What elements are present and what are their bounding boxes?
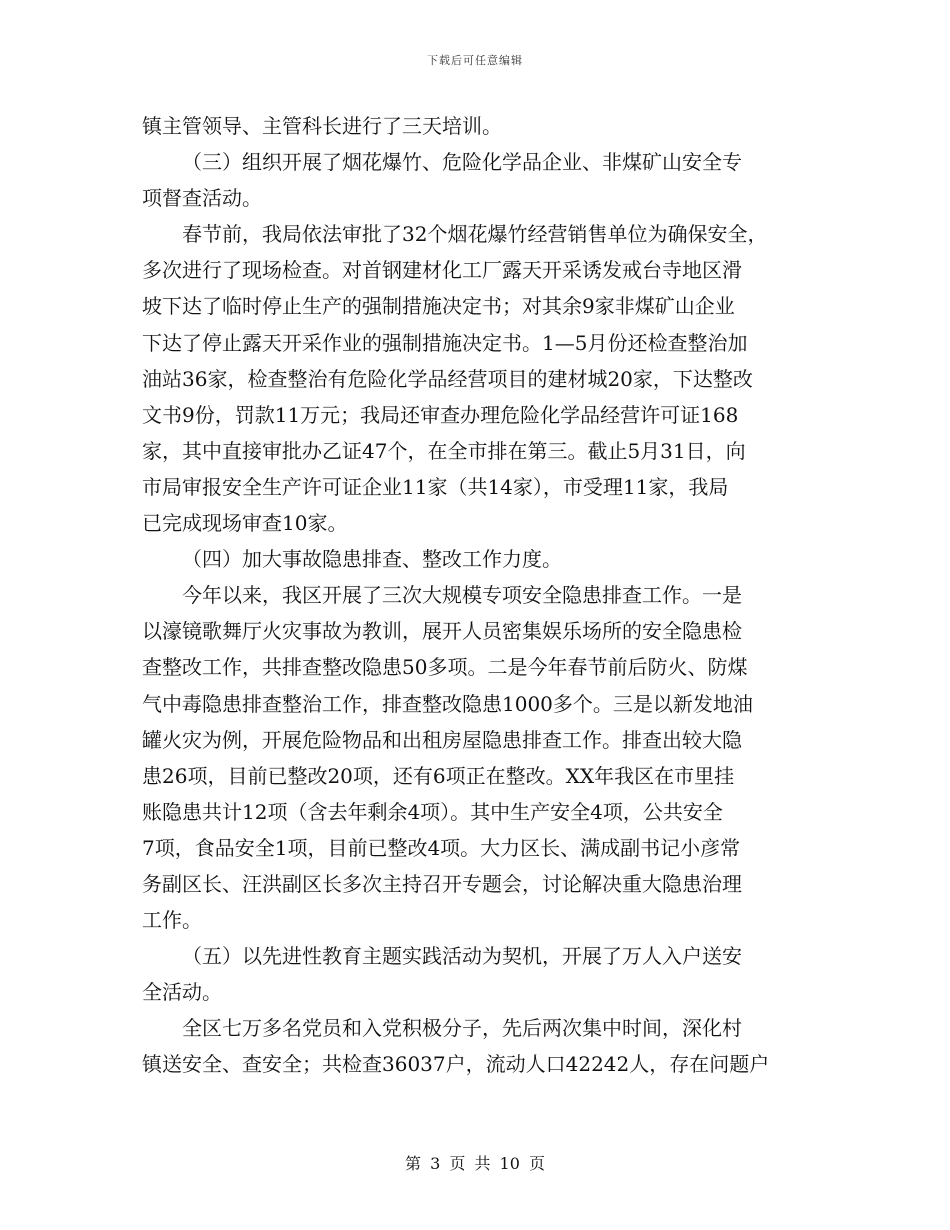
page-header: 下载后可任意编辑 — [427, 54, 523, 67]
text-line: 7项，食品安全1项，目前已整改4项。大力区长、满成副书记小彦常 — [142, 835, 741, 860]
text-line: 以濠镜歌舞厅火灾事故为教训，展开人员密集娱乐场所的安全隐患检 — [142, 619, 742, 644]
text-line: 账隐患共计12项（含去年剩余4项）。其中生产安全4项，公共安全 — [142, 799, 723, 824]
text-line: （五）以先进性教育主题实践活动为契机，开展了万人入户送安 — [182, 944, 742, 969]
text-line: 今年以来，我区开展了三次大规模专项安全隐患排查工作。一是 — [182, 583, 742, 608]
text-line: 患26项，目前已整改20项，还有6项正在整改。XX年我区在市里挂 — [142, 763, 735, 788]
text-line: 全区七万多名党员和入党积极分子，先后两次集中时间，深化村 — [182, 1016, 742, 1041]
text-line: 气中毒隐患排查整治工作，排查整改隐患1000多个。三是以新发地油 — [142, 691, 753, 716]
text-line: 罐火灾为例，开展危险物品和出租房屋隐患排查工作。排查出较大隐 — [142, 727, 742, 752]
text-line: 全活动。 — [142, 980, 222, 1005]
text-line: 春节前，我局依法审批了32个烟花爆竹经营销售单位为确保安全， — [182, 222, 768, 247]
text-line: 坡下达了临时停止生产的强制措施决定书；对其余9家非煤矿山企业 — [142, 294, 735, 319]
text-line: 工作。 — [142, 908, 202, 933]
text-line: （三）组织开展了烟花爆竹、危险化学品企业、非煤矿山安全专 — [182, 150, 742, 175]
text-line: 查整改工作，共排查整改隐患50多项。二是今年春节前后防火、防煤 — [142, 655, 748, 680]
text-line: 多次进行了现场检查。对首钢建材化工厂露天开采诱发戒台寺地区滑 — [142, 258, 742, 283]
document-body — [142, 108, 810, 1083]
text-line: （四）加大事故隐患排查、整改工作力度。 — [182, 547, 562, 572]
text-line: 镇主管领导、主管科长进行了三天培训。 — [142, 114, 502, 138]
text-line: 下达了停止露天开采作业的强制措施决定书。1—5月份还检查整治加 — [142, 330, 748, 355]
text-line: 家，其中直接审批办乙证47个，在全市排在第三。截止5月31日，向 — [142, 438, 746, 463]
text-line: 务副区长、汪洪副区长多次主持召开专题会，讨论解决重大隐患治理 — [142, 871, 742, 896]
text-line: 项督查活动。 — [142, 186, 262, 211]
text-line: 已完成现场审查10家。 — [142, 511, 348, 536]
page-number: 第 3 页 共 10 页 — [405, 1154, 545, 1173]
text-line: 市局审报安全生产许可证企业11家（共14家），市受理11家，我局 — [142, 474, 729, 499]
text-line: 油站36家，检查整治有危险化学品经营项目的建材城20家，下达整改 — [142, 366, 753, 391]
text-line: 文书9份，罚款11万元；我局还审查办理危险化学品经营许可证168 — [142, 402, 739, 427]
text-line: 镇送安全、查安全；共检查36037户，流动人口42242人，存在问题户 — [142, 1052, 770, 1077]
